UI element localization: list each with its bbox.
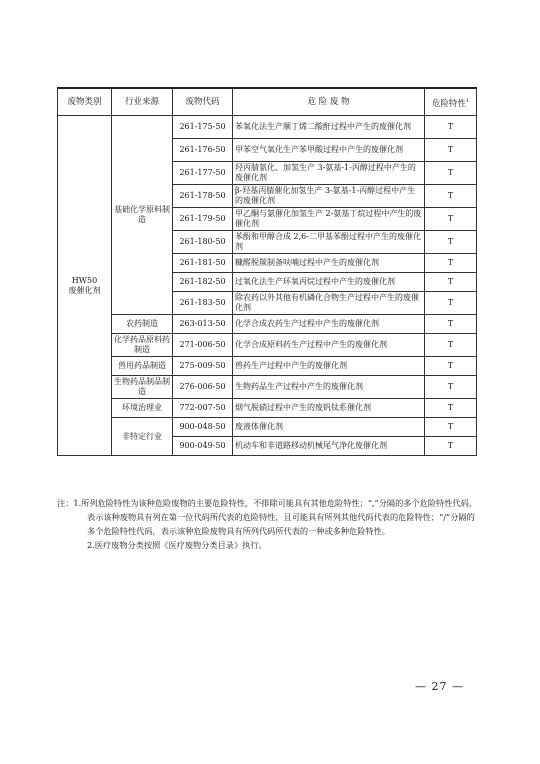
source-cell: 农药制造 [112, 315, 173, 334]
waste-desc-cell: 糠醛脱羰制备呋喃过程中产生的废催化剂 [233, 254, 425, 273]
code-cell: 261-182-50 [173, 273, 233, 292]
waste-desc-cell: 过氧化法生产环氧丙烷过程中产生的废催化剂 [233, 273, 425, 292]
source-cell: 化学药品原料药制造 [112, 334, 173, 357]
source-cell: 兽用药品制造 [112, 357, 173, 376]
code-cell: 900-048-50 [173, 418, 233, 437]
code-cell: 261-180-50 [173, 231, 233, 254]
table-row [58, 334, 477, 357]
page-number: — 27 — [415, 680, 464, 693]
source-cell: 环境治理业 [112, 399, 173, 418]
code-cell: 261-179-50 [173, 208, 233, 231]
code-cell: 261-183-50 [173, 292, 233, 315]
table-row [58, 315, 477, 334]
waste-desc-cell: 苯酚和甲醇合成 2,6-二甲基苯酚过程中产生的废催化剂 [233, 231, 425, 254]
waste-desc-cell: 废液体催化剂 [233, 418, 425, 437]
code-cell: 263-013-50 [173, 315, 233, 334]
code-cell: 261-181-50 [173, 254, 233, 273]
hazard-cell: T [425, 315, 477, 334]
note-1: 注：1.所列危险特性为该种危险废物的主要危险特性，不排除可能具有其他危险特性；“,”分隔的多个危险特性代码，表示该种废物具有列在第一位代码所代表的危险特性，且可能具有所列其他代码代表的危险特性；“/”分隔的多个危险特性代码，表示该种危险废物具有所列代码所代表的一种或多种危险特性。 [57, 498, 477, 536]
source-cell: 基础化学原料制造 [112, 116, 173, 315]
hazardous-waste-table [57, 87, 477, 456]
table-header-row [58, 88, 477, 116]
source-cell: 非特定行业 [112, 418, 173, 456]
hazard-cell: T [425, 376, 477, 399]
hazard-cell: T [425, 418, 477, 437]
header-waste: 危 险 废 物 [233, 88, 425, 116]
waste-desc-cell: 甲乙酮与氨催化加氢生产 2-氨基丁烷过程中产生的废催化剂 [233, 208, 425, 231]
waste-desc-cell: 兽药生产过程中产生的废催化剂 [233, 357, 425, 376]
hazard-cell: T [425, 162, 477, 185]
table-row [58, 418, 477, 437]
waste-desc-cell: 烟气脱硝过程中产生的废钒钛系催化剂 [233, 399, 425, 418]
table-row [58, 376, 477, 399]
code-cell: 261-177-50 [173, 162, 233, 185]
code-cell: 772-007-50 [173, 399, 233, 418]
note-2: 2.医疗废物分类按照《医疗废物分类目录》执行。 [87, 540, 267, 550]
hazard-cell: T [425, 254, 477, 273]
hazard-cell: T [425, 437, 477, 456]
header-hazard [425, 88, 477, 116]
hazard-cell: T [425, 185, 477, 208]
table-row [58, 357, 477, 376]
category-cell: HW50 废催化剂 [58, 116, 112, 456]
table-notes [57, 496, 482, 552]
hazard-cell: T [425, 292, 477, 315]
code-cell: 261-176-50 [173, 139, 233, 162]
code-cell: 271-006-50 [173, 334, 233, 357]
hazard-cell: T [425, 116, 477, 139]
hazard-cell: T [425, 399, 477, 418]
header-code: 废物代码 [173, 88, 233, 116]
code-cell: 275-009-50 [173, 357, 233, 376]
header-hazard-footnote-marker: 1 [465, 97, 470, 104]
code-cell: 276-006-50 [173, 376, 233, 399]
waste-desc-cell: 化学合成农药生产过程中产生的废催化剂 [233, 315, 425, 334]
hazard-cell: T [425, 273, 477, 292]
waste-desc-cell: 除农药以外其他有机磷化合物生产过程中产生的废催化剂 [233, 292, 425, 315]
source-cell: 生物药品制品制造 [112, 376, 173, 399]
waste-desc-cell: 化学合成原料药生产过程中产生的废催化剂 [233, 334, 425, 357]
waste-desc-cell: 生物药品生产过程中产生的废催化剂 [233, 376, 425, 399]
hazard-cell: T [425, 357, 477, 376]
waste-desc-cell: 机动车和非道路移动机械尾气净化废催化剂 [233, 437, 425, 456]
waste-desc-cell: 甲苯空气氧化生产苯甲酸过程中产生的废催化剂 [233, 139, 425, 162]
table-row [58, 116, 477, 139]
hazard-cell: T [425, 334, 477, 357]
hazard-cell: T [425, 231, 477, 254]
hazard-cell: T [425, 208, 477, 231]
code-cell: 261-175-50 [173, 116, 233, 139]
waste-desc-cell: β-羟基丙腈催化加氢生产 3-氨基-1-丙醇过程中产生的废催化剂 [233, 185, 425, 208]
hazard-cell: T [425, 139, 477, 162]
waste-desc-cell: 羟丙腈氨化、加氢生产 3-氨基-1-丙醇过程中产生的废催化剂 [233, 162, 425, 185]
table-row [58, 399, 477, 418]
header-source: 行业来源 [112, 88, 173, 116]
code-cell: 261-178-50 [173, 185, 233, 208]
code-cell: 900-049-50 [173, 437, 233, 456]
waste-desc-cell: 苯氧化法生产顺丁烯二酸酐过程中产生的废催化剂 [233, 116, 425, 139]
header-hazard-label: 危险特性 [431, 98, 466, 109]
header-category: 废物类别 [58, 88, 112, 116]
